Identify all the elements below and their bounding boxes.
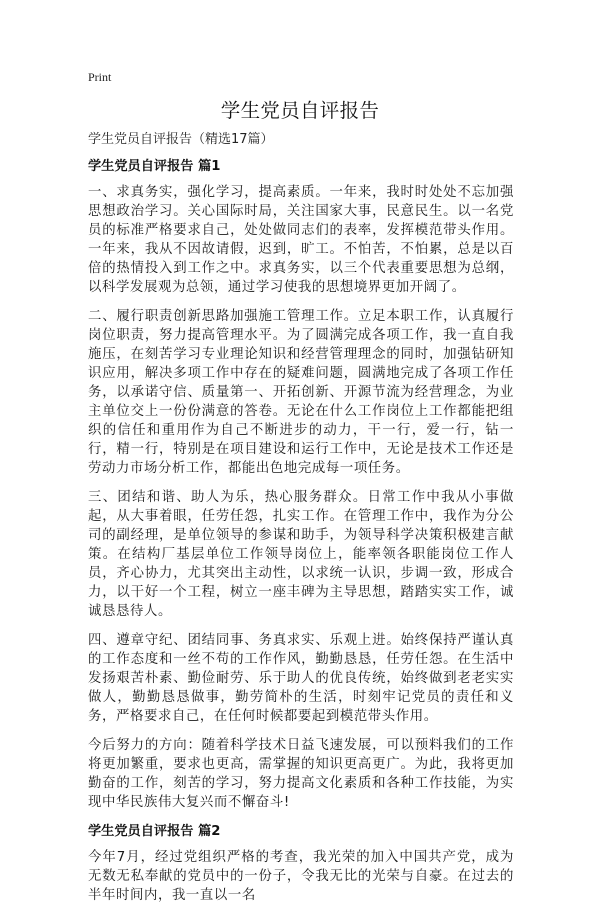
paragraph: 四、遵章守纪、团结同事、务真求实、乐观上进。始终保持严谨认真的工作态度和一丝不苟的工作作风，勤勤恳恳，任劳任怨。在生活中发扬艰苦朴素、勤俭耐劳、乐于助人的优良传统，始终做到老老实实做人，勤勤恳恳做事，勤劳简朴的生活，时刻牢记党员的责任和义务，严格要求自己，在任何时候都要起到模范带头作用。: [88, 633, 514, 724]
section-2: [88, 822, 514, 905]
paragraph: 今后努力的方向：随着科学技术日益飞速发展，可以预料我们的工作将更加繁重，要求也更高，需掌握的知识更高更广。为此，我将更加勤奋的工作，刻苦的学习，努力提高文化素质和各种工作技能，为实现中华民族伟大复兴而不懈奋斗!: [88, 738, 514, 810]
paragraph: 一、求真务实，强化学习，提高素质。一年来，我时时处处不忘加强思想政治学习。关心国际时局，关注国家大事，民意民生。以一名党员的标准严格要求自己，处处做同志们的表率，发挥模范带头作用。一年来，我从不因故请假，迟到，旷工。不怕苦，不怕累，总是以百倍的热情投入到工作之中。求真务实，以三个代表重要思想为总纲，以科学发展观为总领，通过学习使我的思想境界更加开阔了。: [88, 185, 514, 295]
document-title: 学生党员自评报告: [220, 99, 380, 122]
paragraph: 二、履行职责创新思路加强施工管理工作。立足本职工作，认真履行岗位职责，努力提高管理水平。为了圆满完成各项工作，我一直自我施压，在刻苦学习专业理论知识和经营管理理念的同时，加强钻研知识应用，解决多项工作中存在的疑难问题，圆满地完成了各项工作任务，以承诺守信、质量第一、开拓创新、开源节流为经营理念，为业主单位交上一份份满意的答卷。无论在什么工作岗位上工作都能把组织的信任和重用作为自己不断进步的动力，干一行，爱一行，钻一行，精一行，特别是在项目建设和运行工作中，无论是技术工作还是劳动力市场分析工作，都能出色地完成每一项任务。: [88, 309, 514, 476]
paragraph: 三、团结和谐、助人为乐，热心服务群众。日常工作中我从小事做起，从大事着眼，任劳任怨，扎实工作。在管理工作中，我作为分公司的副经理，是单位领导的参谋和助手，为领导科学决策积极建言献策。在结构厂基层单位工作领导岗位上，能率领各职能岗位工作人员，齐心协力，尤其突出主动性，以求统一认识，步调一致，形成合力，以干好一个工程，树立一座丰碑为主导思想，踏踏实实工作，诚诚恳恳待人。: [88, 490, 514, 619]
document-subtitle: 学生党员自评报告（精选17篇）: [88, 132, 274, 147]
paragraph: 今年7月，经过党组织严格的考查，我光荣的加入中国共产党，成为无数无私奉献的党员中的一份子，令我无比的光荣与自豪。在过去的半年时间内，我一直以一名: [88, 850, 514, 903]
section-heading: 学生党员自评报告 篇1: [88, 159, 221, 174]
section-heading: 学生党员自评报告 篇2: [88, 824, 221, 839]
section-1: [88, 157, 514, 812]
document-body: [88, 157, 514, 915]
print-label[interactable]: Print: [88, 70, 112, 84]
